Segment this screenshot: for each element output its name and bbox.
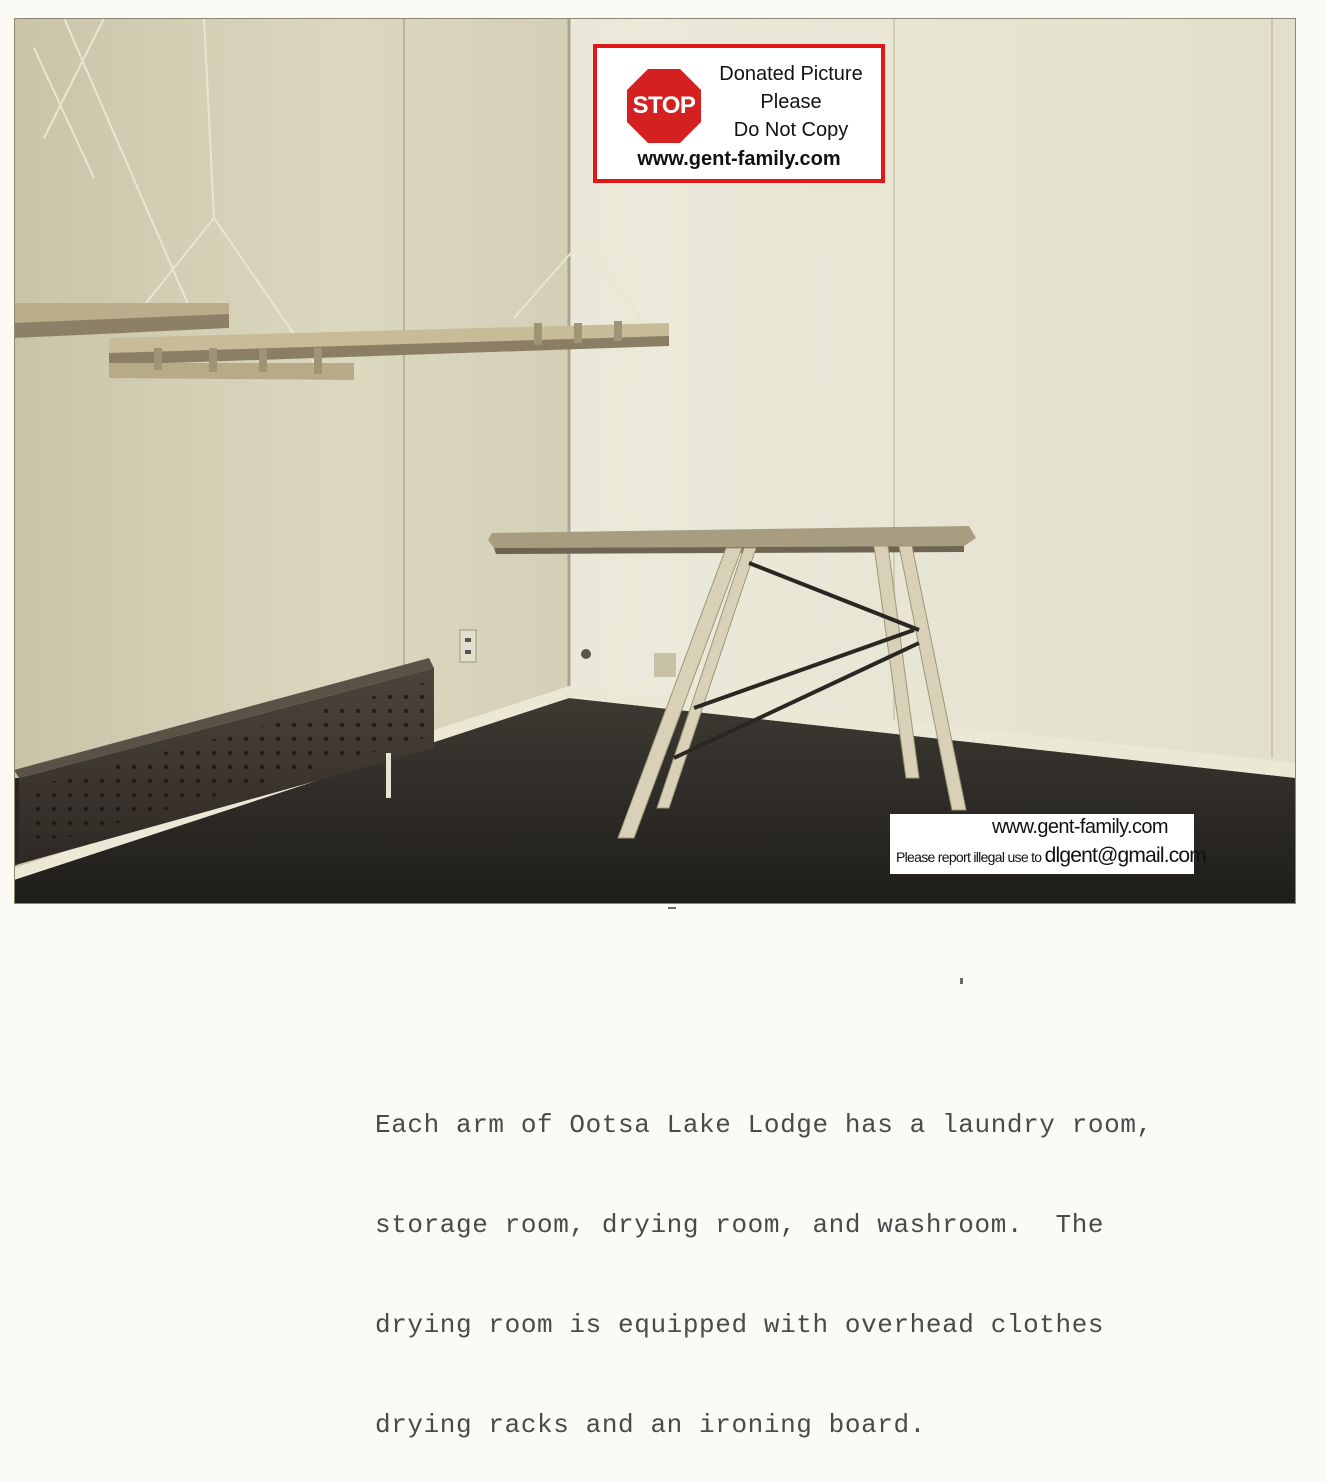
notice-line-donated: Donated Picture [719,63,863,85]
report-prefix: Please report illegal use to [896,849,1045,865]
report-url: www.gent-family.com [991,816,1168,838]
notice-url: www.gent-family.com [637,148,841,170]
report-email: dlgent@gmail.com [1044,844,1207,867]
notice-line-do-not-copy: Do Not Copy [733,119,849,141]
caption-line-2: storage room, drying room, and washroom. The [375,1210,1105,1240]
stop-sign-label: STOP [632,92,696,119]
caption-text [375,1100,1305,1482]
report-watermark [890,814,1207,874]
donated-picture-notice [593,44,885,183]
notice-line-please: Please [760,91,822,113]
report-line [896,844,1206,868]
caption-line-1: Each arm of Ootsa Lake Lodge has a laundry room, [375,1110,1153,1140]
paper-speck [960,978,963,984]
paper-speck [668,907,676,909]
caption-line-4: drying racks and an ironing board. [375,1410,926,1440]
caption-line-3: drying room is equipped with overhead clothes [375,1310,1105,1340]
